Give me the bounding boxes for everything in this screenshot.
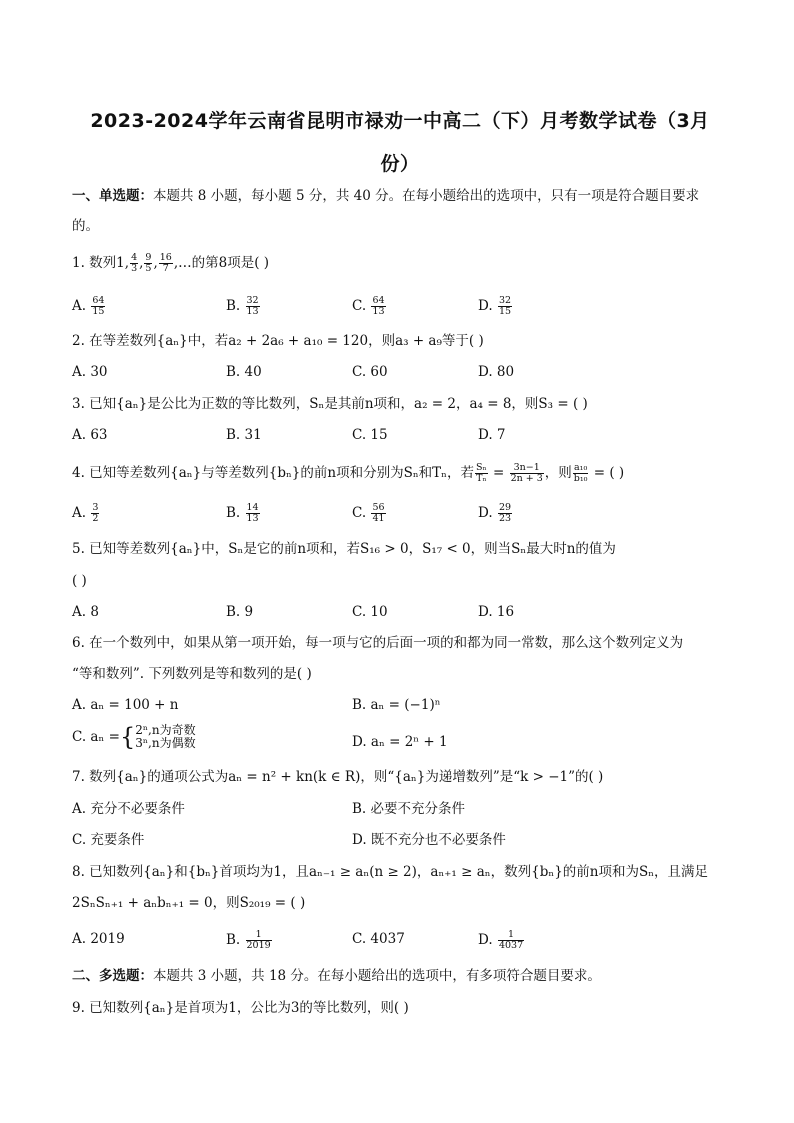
q5-option-a[interactable]: A. 8 [72,604,99,620]
q8-option-b[interactable]: B. $\frac{1}{2019}$ [226,929,271,951]
q7-option-d[interactable]: D. 既不充分也不必要条件 [352,832,506,848]
q4-option-d[interactable]: D. $\frac{29}{23}$ [478,502,512,524]
q1-text-pre: 1. 数列1, [72,255,130,271]
q6-brace: { [119,723,136,751]
question-4: 4. 已知等差数列{aₙ}与等差数列{bₙ}的前n项和分别为Sₙ和Tₙ，若 $\frac{\text{Sₙ}}{\text{Tₙ}}$ = $\frac{3n-1}{2n + 3}$ ，则 $\frac{\text{a₁₀}}{\text{b₁₀}}$ = ( ) [72,462,625,484]
section-1-instructions [72,187,699,205]
question-7: 7. 数列{aₙ}的通项公式为aₙ = n² + kn(k ∈ R)，则“{aₙ}为递增数列”是“k > −1”的( ) [72,769,604,785]
question-6-cont: “等和数列”. 下列数列是等和数列的是( ) [72,666,312,682]
section-2-heading: 二、多选题： [72,968,153,984]
q7-option-b[interactable]: B. 必要不充分条件 [352,801,466,817]
q8-option-c[interactable]: C. 4037 [352,931,405,947]
section-1-instructions-cont: 的。 [72,218,99,234]
q4-option-c[interactable]: C. $\frac{56}{41}$ [352,502,385,524]
q4-fraction-a-over-b: $\frac{\text{a₁₀}}{\text{b₁₀}}$ [573,462,588,484]
q6-option-b[interactable]: B. aₙ = (−1)ⁿ [352,697,441,713]
question-5: 5. 已知等差数列{aₙ}中，Sₙ是它的前n项和，若S₁₆ > 0，S₁₇ < 0，则当Sₙ最大时n的值为 [72,541,616,557]
q8-option-a[interactable]: A. 2019 [72,931,125,947]
q3-option-c[interactable]: C. 15 [352,427,388,443]
q6-option-a[interactable]: A. aₙ = 100 + n [72,697,179,713]
q4-fraction-ratio: $\frac{3n-1}{2n + 3}$ [510,462,543,484]
q1-option-a[interactable]: A. $\frac{64}{15}$ [72,295,105,317]
question-1: 1. 数列1, $\frac{4}{3}$ , $\frac{9}{5}$ , $\frac{16}{7}$ ,…的第8项是( ) [72,252,270,274]
title-line-1: 2023-2024学年云南省昆明市禄劝一中高二（下）月考数学试卷（3月 [90,110,710,132]
q7-option-c[interactable]: C. 充要条件 [72,832,145,848]
q5-option-b[interactable]: B. 9 [226,604,254,620]
q1-fraction-2: $\frac{9}{5}$ [145,252,152,274]
q1-option-d[interactable]: D. $\frac{32}{15}$ [478,295,512,317]
q2-option-c[interactable]: C. 60 [352,364,388,380]
question-5-cont: ( ) [72,573,87,589]
section-2-text: 本题共 3 小题，共 18 分。在每小题给出的选项中，有多项符合题目要求。 [153,968,601,984]
section-1-heading: 一、单选题： [72,188,153,204]
q6-piecewise: 2ⁿ,n为奇数 3ⁿ,n为偶数 [135,723,196,750]
q8-option-d[interactable]: D. $\frac{1}{4037}$ [478,929,524,951]
q3-option-d[interactable]: D. 7 [478,427,506,443]
q1-fraction-3: $\frac{16}{7}$ [159,252,172,274]
section-2-instructions [72,967,601,985]
title-line-2: 份） [380,153,420,175]
q4-option-a[interactable]: A. $\frac{3}{2}$ [72,502,99,524]
question-6: 6. 在一个数列中，如果从第一项开始，每一项与它的后面一项的和都为同一常数，那么这个数列定义为 [72,635,684,651]
question-3: 3. 已知{aₙ}是公比为正数的等比数列，Sₙ是其前n项和，a₂ = 2，a₄ = 8，则S₃ = ( ) [72,396,588,412]
q1-option-b[interactable]: B. $\frac{32}{13}$ [226,295,259,317]
q3-option-a[interactable]: A. 63 [72,427,108,443]
q4-fraction-s-over-t: $\frac{\text{Sₙ}}{\text{Tₙ}}$ [476,462,487,484]
q3-option-b[interactable]: B. 31 [226,427,262,443]
exam-title [70,100,730,186]
question-9: 9. 已知数列{aₙ}是首项为1，公比为3的等比数列，则( ) [72,1000,409,1016]
q5-option-d[interactable]: D. 16 [478,604,515,620]
question-8: 8. 已知数列{aₙ}和{bₙ}首项均为1，且aₙ₋₁ ≥ aₙ(n ≥ 2)，aₙ₊₁ ≥ aₙ，数列{bₙ}的前n项和为Sₙ，且满足 [72,864,709,880]
question-2: 2. 在等差数列{aₙ}中，若a₂ + 2a₆ + a₁₀ = 120，则a₃ + a₉等于( ) [72,333,484,349]
q6-option-d[interactable]: D. aₙ = 2ⁿ + 1 [352,734,448,750]
q1-option-c[interactable]: C. $\frac{64}{13}$ [352,295,385,317]
q7-option-a[interactable]: A. 充分不必要条件 [72,801,185,817]
q1-text-post: ,…的第8项是( ) [173,255,270,271]
q4-option-b[interactable]: B. $\frac{14}{13}$ [226,502,259,524]
q2-option-d[interactable]: D. 80 [478,364,515,380]
q2-option-b[interactable]: B. 40 [226,364,262,380]
q5-option-c[interactable]: C. 10 [352,604,388,620]
q6-option-c[interactable]: C. aₙ ={ 2ⁿ,n为奇数 3ⁿ,n为偶数 [72,723,196,751]
question-8-cont: 2SₙSₙ₊₁ + aₙbₙ₊₁ = 0，则S₂₀₁₉ = ( ) [72,895,306,911]
q2-option-a[interactable]: A. 30 [72,364,108,380]
q1-fraction-1: $\frac{4}{3}$ [131,252,138,274]
section-1-text: 本题共 8 小题，每小题 5 分，共 40 分。在每小题给出的选项中，只有一项是符合题目要求 [153,188,700,204]
